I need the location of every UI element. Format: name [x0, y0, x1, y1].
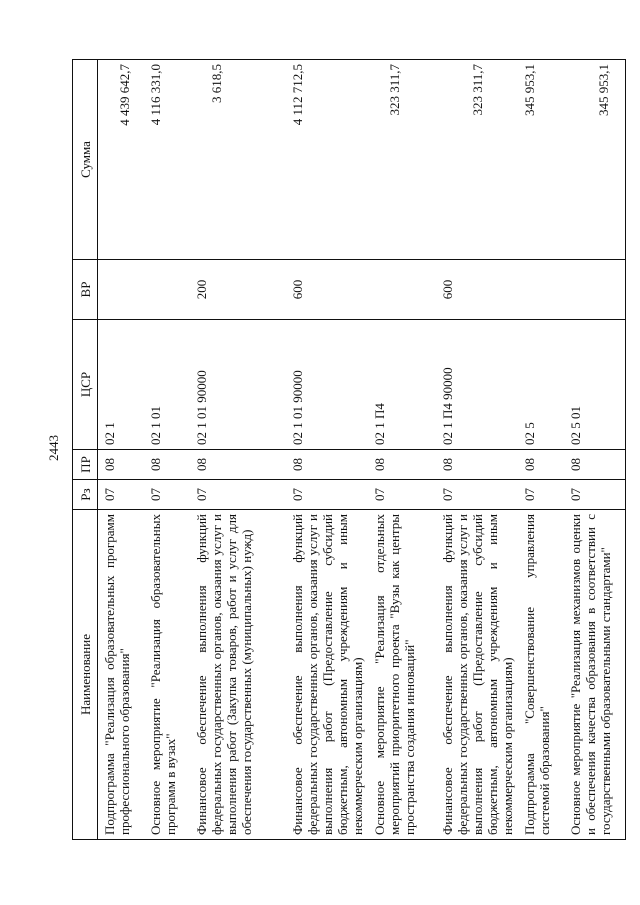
budget-table [72, 59, 626, 840]
row-sum [190, 60, 286, 260]
row-rz: 07 [518, 480, 564, 510]
table-row [518, 60, 564, 840]
row-name: Финансовое обеспечение выполнения функций федеральных государственных органов, оказания услуг и выполнения работ (Закупка товаров, работ и услуг для обеспечения государственных (муниципальных) нужд) [190, 510, 286, 840]
header-rz: Рз [73, 480, 98, 510]
row-vr: 600 [286, 260, 368, 320]
row-rz: 07 [190, 480, 286, 510]
row-name: Основное мероприятие "Реализация образовательных программ в вузах" [144, 510, 190, 840]
row-pr: 08 [190, 450, 286, 480]
row-pr: 08 [518, 450, 564, 480]
row-csr: 02 1 01 90000 [286, 320, 368, 450]
row-sum-value: 345 953,1 [521, 64, 537, 116]
row-csr: 02 5 01 [564, 320, 626, 450]
table-row [436, 60, 518, 840]
header-pr: ПР [73, 450, 98, 480]
row-pr: 08 [368, 450, 436, 480]
row-sum-value: 4 116 331,0 [147, 64, 163, 126]
row-sum [518, 60, 564, 260]
row-rz: 07 [436, 480, 518, 510]
row-sum-value: 3 618,5 [208, 64, 224, 103]
rotated-table-frame [72, 60, 612, 840]
row-sum [98, 60, 144, 260]
header-csr: ЦСР [73, 320, 98, 450]
row-name: Подпрограмма "Реализация образовательных программ профессионального образования" [98, 510, 144, 840]
row-vr [368, 260, 436, 320]
row-rz: 07 [98, 480, 144, 510]
table-row [286, 60, 368, 840]
budget-table-wrapper [72, 60, 612, 840]
row-sum-value: 4 439 642,7 [117, 64, 132, 126]
row-vr [98, 260, 144, 320]
row-rz: 07 [368, 480, 436, 510]
row-name: Финансовое обеспечение выполнения функций федеральных государственных органов, оказания услуг и выполнения работ (Предоставление субсидий бюджетным, автономным учреждениям и иным некоммерческим организациям) [286, 510, 368, 840]
table-row [190, 60, 286, 840]
header-vr: ВР [73, 260, 98, 320]
row-sum [564, 60, 626, 260]
row-vr: 200 [190, 260, 286, 320]
row-csr: 02 1 [98, 320, 144, 450]
row-csr: 02 1 П4 90000 [436, 320, 518, 450]
table-row [564, 60, 626, 840]
header-row [73, 60, 98, 840]
table-row [98, 60, 144, 840]
row-pr: 08 [436, 450, 518, 480]
row-sum-value: 323 311,7 [386, 64, 402, 116]
header-name: Наименование [73, 510, 98, 840]
row-vr [518, 260, 564, 320]
row-rz: 07 [144, 480, 190, 510]
row-rz: 07 [286, 480, 368, 510]
row-sum [144, 60, 190, 260]
row-name: Финансовое обеспечение выполнения функций федеральных государственных органов, оказания услуг и выполнения работ (Предоставление субсидий бюджетным, автономным учреждениям и иным некоммерческим организациям) [436, 510, 518, 840]
row-name: Основное мероприятие "Реализация механизмов оценки и обеспечения качества образования в соответствии с государственными образовательными стандартами" [564, 510, 626, 840]
row-csr: 02 1 01 [144, 320, 190, 450]
row-csr: 02 1 01 90000 [190, 320, 286, 450]
row-name: Основное мероприятие "Реализация отдельных мероприятий приоритетного проекта "Вузы как центры пространства создания инноваций" [368, 510, 436, 840]
row-rz: 07 [564, 480, 626, 510]
row-vr: 600 [436, 260, 518, 320]
row-csr: 02 1 П4 [368, 320, 436, 450]
row-name: Подпрограмма "Совершенствование управления системой образования" [518, 510, 564, 840]
row-sum-value: 4 112 712,5 [289, 64, 305, 126]
header-sum: Сумма [73, 60, 98, 260]
table-row [368, 60, 436, 840]
row-sum-value: 323 311,7 [469, 64, 485, 116]
row-csr: 02 5 [518, 320, 564, 450]
table-row [144, 60, 190, 840]
row-pr: 08 [564, 450, 626, 480]
row-sum-value: 345 953,1 [595, 64, 611, 116]
row-pr: 08 [98, 450, 144, 480]
row-vr [564, 260, 626, 320]
row-pr: 08 [286, 450, 368, 480]
page-number: 2443 [46, 435, 61, 461]
row-vr [144, 260, 190, 320]
row-sum [368, 60, 436, 260]
row-sum [286, 60, 368, 260]
row-sum [436, 60, 518, 260]
row-pr: 08 [144, 450, 190, 480]
